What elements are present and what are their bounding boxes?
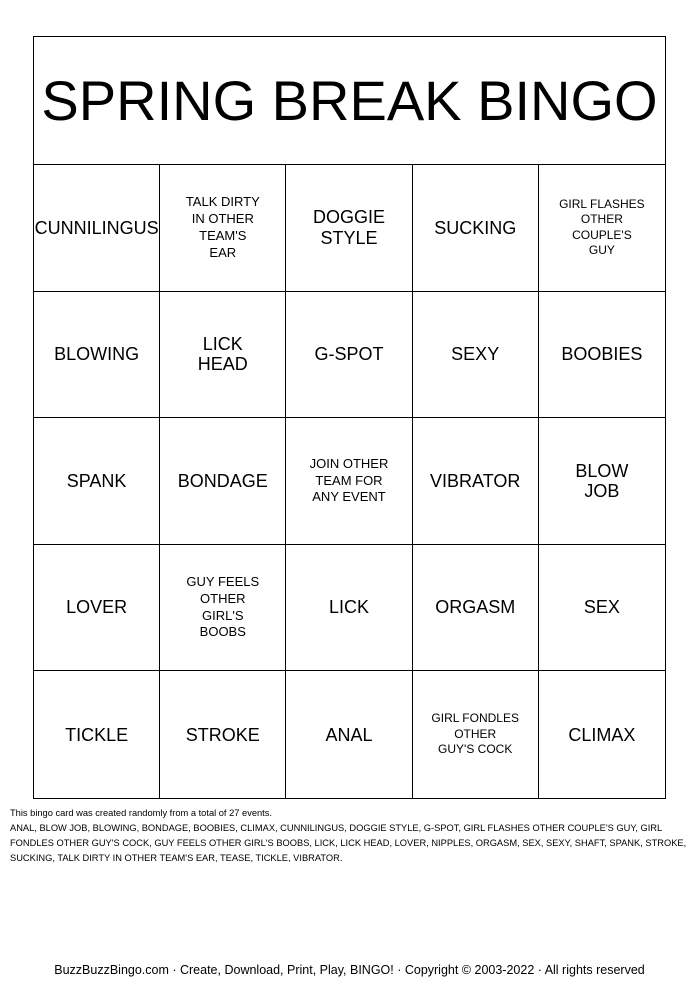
bingo-cell: SUCKING [413, 165, 539, 292]
bingo-cell: SEXY [413, 292, 539, 419]
bingo-cell: SEX [539, 545, 665, 672]
bingo-card [33, 36, 666, 799]
bingo-cell: GIRL FONDLES OTHER GUY'S COCK [413, 671, 539, 798]
bingo-grid [34, 165, 665, 798]
bingo-cell: TALK DIRTY IN OTHER TEAM'S EAR [160, 165, 286, 292]
bingo-cell: GIRL FLASHES OTHER COUPLE'S GUY [539, 165, 665, 292]
bingo-cell: BLOW JOB [539, 418, 665, 545]
bingo-cell: G-SPOT [286, 292, 412, 419]
bingo-cell: BONDAGE [160, 418, 286, 545]
bingo-cell: ORGASM [413, 545, 539, 672]
info-summary: This bingo card was created randomly from a total of 27 events. [10, 808, 272, 818]
bingo-cell: GUY FEELS OTHER GIRL'S BOOBS [160, 545, 286, 672]
bingo-cell: VIBRATOR [413, 418, 539, 545]
bingo-cell: CLIMAX [568, 724, 636, 745]
card-info [10, 806, 690, 866]
bingo-cell: ANAL [286, 671, 412, 798]
card-title: SPRING BREAK BINGO [34, 37, 665, 165]
bingo-cell: BLOWING [34, 292, 160, 419]
bingo-cell: DOGGIE STYLE [286, 165, 412, 292]
footer: BuzzBuzzBingo.com · Create, Download, Print, Play, BINGO! · Copyright © 2003-2022 · All rights reserved [54, 963, 645, 977]
bingo-cell: LICK [286, 545, 412, 672]
bingo-cell: SPANK [34, 418, 160, 545]
bingo-cell: BOOBIES [539, 292, 665, 419]
bingo-cell: JOIN OTHER TEAM FOR ANY EVENT [286, 418, 412, 545]
bingo-cell: TICKLE [34, 671, 160, 798]
bingo-cell: LICK HEAD [160, 292, 286, 419]
event-list: ANAL, BLOW JOB, BLOWING, BONDAGE, BOOBIES, CLIMAX, CUNNILINGUS, DOGGIE STYLE, G-SPOT, GIRL FLASHES OTHER COUPLE'S GUY, GIRL FONDLES OTHER GUY'S COCK, GUY FEELS OTHER GIRL'S BOOBS, LICK, LICK HEAD, LOVER, NIPPLES, ORGASM, SEX, SEXY, SHAFT, SPANK, STROKE, SUCKING, TALK DIRTY IN OTHER TEAM'S EAR, TEASE, TICKLE, VIBRATOR. [10, 823, 687, 863]
bingo-cell: CUNNILINGUS [34, 165, 160, 292]
bingo-cell: STROKE [160, 671, 286, 798]
bingo-cell: LOVER [34, 545, 160, 672]
